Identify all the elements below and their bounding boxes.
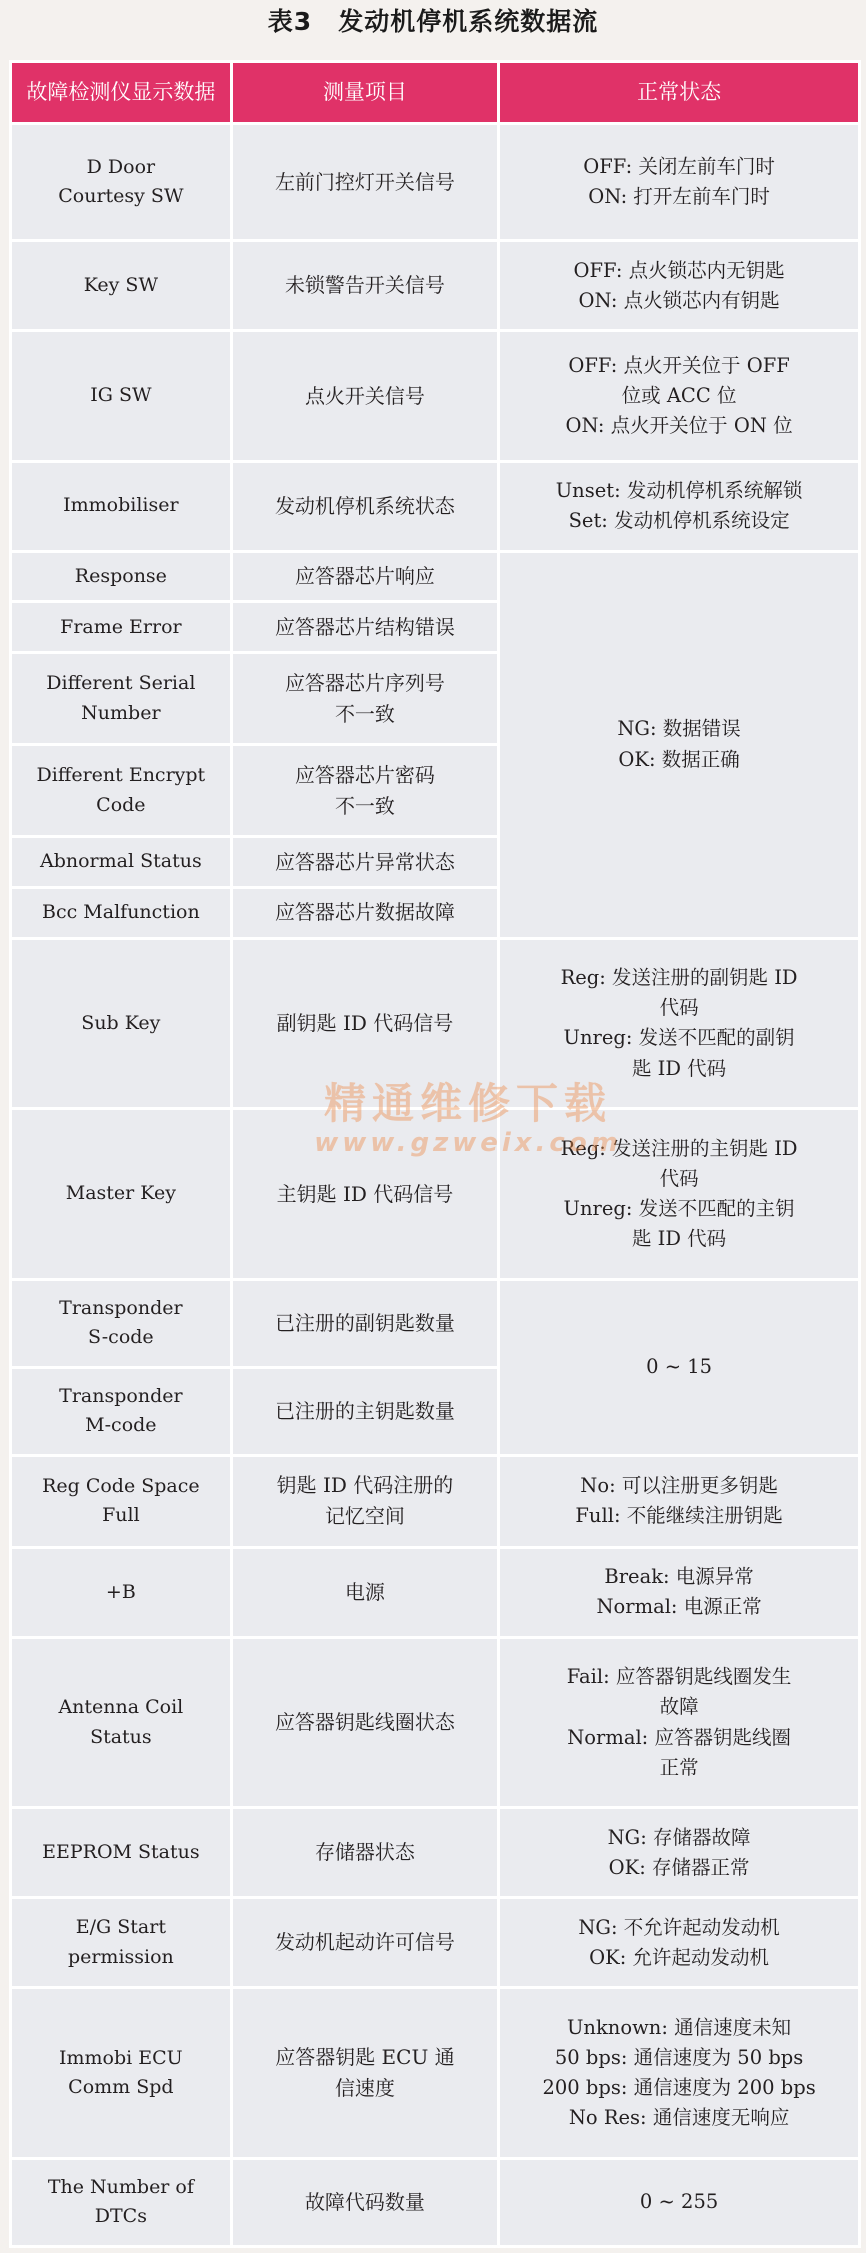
cell-normal-status [499,1898,860,1988]
table-row [11,461,860,551]
cell-measure-item [231,745,498,837]
cell-display-data [11,745,232,837]
cell-line: ON: 点火开关位于 ON 位 [565,414,793,438]
cell-measure-item [231,551,498,602]
cell-line: S-code [88,1326,154,1349]
cell-measure-item [231,1367,498,1455]
table-number: 表3 [267,7,313,36]
cell-line: Antenna Coil [58,1696,184,1719]
cell-display-data [11,1898,232,1988]
cell-line: 左前门控灯开关信号 [274,169,455,194]
cell-line: Status [90,1725,152,1748]
cell-line: EEPROM Status [42,1841,200,1864]
cell-line: 故障 [659,1695,699,1719]
cell-line: Bcc Malfunction [42,901,200,924]
cell-measure-item [231,2158,498,2246]
cell-line: Set: 发动机停机系统设定 [568,509,790,533]
cell-line: Fail: 应答器钥匙线圈发生 [566,1665,792,1689]
cell-line: 应答器芯片数据故障 [274,900,455,925]
cell-display-data [11,887,232,938]
cell-measure-item [231,1988,498,2159]
cell-display-data [11,1109,232,1280]
cell-line: 0 ~ 15 [646,1355,713,1379]
cell-measure-item [231,837,498,888]
cell-measure-item [231,1637,498,1808]
cell-line: Sub Key [81,1011,161,1034]
cell-line: Reg Code Space [42,1474,200,1497]
cell-line: Response [74,564,167,587]
cell-line: 钥匙 ID 代码注册的 [276,1473,454,1498]
cell-measure-item [231,1808,498,1898]
cell-normal-status [499,938,860,1109]
cell-line: The Number of [47,2176,194,2199]
cell-line: 50 bps: 通信速度为 50 bps [554,2045,804,2069]
cell-line: D Door [86,155,156,178]
cell-line: Full: 不能继续注册钥匙 [575,1504,783,1528]
cell-line: 记忆空间 [324,1504,405,1529]
cell-line: 200 bps: 通信速度为 200 bps [542,2076,816,2100]
watermark-text: 精通维修下载 [323,1079,612,1128]
watermark-url: www.gzweix.com [314,1128,622,1158]
cell-display-data [11,602,232,653]
cell-line: NG: 不允许起动发动机 [578,1915,780,1939]
cell-line: NG: 数据错误 [617,717,741,741]
cell-line: OK: 存储器正常 [608,1855,750,1879]
cell-line: Unreg: 发送不匹配的副钥 [563,1026,795,1050]
table-title [0,0,866,60]
cell-measure-item [231,1455,498,1547]
cell-line: Comm Spd [68,2076,174,2099]
cell-line: 信速度 [334,2076,395,2101]
cell-line: IG SW [90,384,152,407]
cell-line: +B [105,1580,136,1603]
cell-normal-status [499,1988,860,2159]
cell-line: 点火开关信号 [304,383,425,408]
cell-line: 应答器芯片异常状态 [274,849,455,874]
cell-line: Number [81,701,161,724]
cell-display-data [11,331,232,461]
cell-line: 匙 ID 代码 [631,1227,727,1251]
cell-line: M-code [85,1414,157,1437]
cell-line: Immobi ECU [59,2046,183,2069]
table-row [11,1109,860,1280]
header-display-data: 故障检测仪显示数据 [11,62,232,124]
cell-display-data [11,1808,232,1898]
cell-line: OK: 数据正确 [618,747,740,771]
table-row [11,1279,860,1367]
cell-normal-status [499,1279,860,1455]
table-row [11,1808,860,1898]
cell-line: 已注册的主钥匙数量 [274,1398,455,1423]
cell-normal-status [499,241,860,331]
cell-measure-item [231,1898,498,1988]
cell-normal-status [499,124,860,241]
cell-line: No: 可以注册更多钥匙 [580,1473,778,1497]
cell-line: 主钥匙 ID 代码信号 [276,1181,454,1206]
cell-display-data [11,1279,232,1367]
table-row [11,124,860,241]
cell-line: Different Encrypt [36,764,206,787]
cell-line: Normal: 应答器钥匙线圈 [567,1725,791,1749]
cell-normal-status [499,1455,860,1547]
cell-measure-item [231,1279,498,1367]
cell-measure-item [231,1109,498,1280]
table-row [11,938,860,1109]
cell-line: ON: 点火锁芯内有钥匙 [578,288,780,312]
cell-line: OFF: 点火锁芯内无钥匙 [573,258,785,282]
header-measure-item: 测量项目 [231,62,498,124]
cell-line: 应答器钥匙线圈状态 [274,1710,455,1735]
cell-line: 0 ~ 255 [639,2190,719,2214]
cell-measure-item [231,1547,498,1637]
table-body [11,124,860,2247]
cell-display-data [11,1455,232,1547]
cell-display-data [11,241,232,331]
cell-display-data [11,837,232,888]
cell-line: Code [96,793,146,816]
cell-line: 应答器钥匙 ECU 通 [275,2045,455,2070]
cell-line: Key SW [83,274,158,297]
cell-line: Transponder [59,1296,183,1319]
cell-display-data [11,1988,232,2159]
cell-normal-status [499,1547,860,1637]
cell-line: 未锁警告开关信号 [284,273,445,298]
table-row [11,331,860,461]
cell-display-data [11,551,232,602]
cell-line: Frame Error [60,615,182,638]
cell-line: OFF: 关闭左前车门时 [583,154,775,178]
table-row [11,241,860,331]
cell-line: 副钥匙 ID 代码信号 [276,1010,454,1035]
cell-line: 匙 ID 代码 [631,1056,727,1080]
cell-line: OK: 允许起动发动机 [589,1945,769,1969]
table-row [11,1898,860,1988]
cell-measure-item [231,124,498,241]
cell-line: 不一致 [334,701,395,726]
cell-line: 电源 [344,1579,385,1604]
cell-line: Full [102,1504,140,1527]
cell-line: Break: 电源异常 [604,1565,754,1588]
cell-line: 发动机起动许可信号 [274,1930,455,1955]
cell-normal-status [499,1109,860,1280]
cell-line: Abnormal Status [40,850,202,873]
table-header [11,62,860,124]
cell-line: Reg: 发送注册的主钥匙 ID [560,1136,798,1160]
cell-line: 位或 ACC 位 [621,383,737,407]
cell-line: ON: 打开左前车门时 [588,185,770,209]
cell-line: OFF: 点火开关位于 OFF [568,353,790,377]
cell-line: 应答器芯片响应 [294,564,435,589]
cell-line: Reg: 发送注册的副钥匙 ID [560,966,798,990]
cell-line: 正常 [659,1755,699,1779]
cell-line: Normal: 电源正常 [596,1595,762,1619]
table-row [11,551,860,602]
cell-line: Unreg: 发送不匹配的主钥 [563,1197,795,1221]
cell-line: Immobiliser [63,494,179,517]
cell-line: Different Serial [46,672,196,695]
cell-line: 应答器芯片序列号 [284,670,445,695]
cell-line: 发动机停机系统状态 [274,493,455,518]
table-row [11,1547,860,1637]
header-normal-status: 正常状态 [499,62,860,124]
cell-display-data [11,653,232,745]
cell-line: Unknown: 通信速度未知 [567,2015,792,2039]
cell-line: 代码 [659,996,699,1020]
cell-measure-item [231,461,498,551]
cell-display-data [11,2158,232,2246]
cell-display-data [11,1637,232,1808]
cell-normal-status [499,461,860,551]
cell-measure-item [231,331,498,461]
table-row [11,1455,860,1547]
cell-line: No Res: 通信速度无响应 [568,2106,790,2130]
cell-line: Unset: 发动机停机系统解锁 [555,478,803,502]
cell-display-data [11,1367,232,1455]
cell-line: 应答器芯片结构错误 [274,614,455,639]
cell-line: 应答器芯片密码 [294,762,435,787]
cell-normal-status [499,1808,860,1898]
cell-normal-status [499,2158,860,2246]
table-row [11,1988,860,2159]
cell-line: 存储器状态 [314,1840,415,1865]
cell-measure-item [231,602,498,653]
cell-display-data [11,1547,232,1637]
cell-line: 故障代码数量 [304,2189,425,2214]
cell-measure-item [231,887,498,938]
cell-line: permission [67,1945,174,1968]
cell-line: Master Key [65,1182,176,1205]
cell-line: Courtesy SW [58,185,184,208]
cell-normal-status [499,331,860,461]
cell-display-data [11,124,232,241]
cell-line: Transponder [59,1384,183,1407]
cell-measure-item [231,241,498,331]
cell-normal-status [499,551,860,938]
table-caption: 发动机停机系统数据流 [338,7,599,36]
cell-measure-item [231,938,498,1109]
cell-line: 已注册的副钥匙数量 [274,1310,455,1335]
cell-line: 不一致 [334,793,395,818]
table-row [11,1637,860,1808]
data-stream-table [9,60,861,2248]
cell-display-data [11,461,232,551]
cell-line: 代码 [659,1166,699,1190]
cell-line: E/G Start [75,1916,166,1939]
cell-display-data [11,938,232,1109]
cell-measure-item [231,653,498,745]
table-row [11,2158,860,2246]
cell-line: DTCs [94,2205,147,2228]
cell-normal-status [499,1637,860,1808]
cell-line: NG: 存储器故障 [607,1825,751,1849]
